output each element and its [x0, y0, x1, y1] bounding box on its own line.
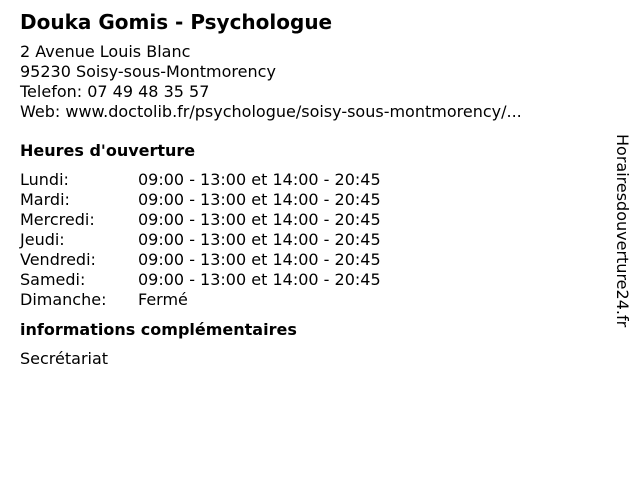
hours-value: 09:00 - 13:00 et 14:00 - 20:45 [138, 170, 381, 189]
hours-row-tuesday [20, 190, 610, 210]
day-label: Mardi: [20, 190, 70, 209]
hours-value: Fermé [138, 290, 188, 309]
day-label: Samedi: [20, 270, 86, 289]
hours-value: 09:00 - 13:00 et 14:00 - 20:45 [138, 190, 381, 209]
opening-hours-heading: Heures d'ouverture [20, 141, 196, 160]
additional-info-heading: informations complémentaires [20, 320, 297, 339]
business-title: Douka Gomis - Psychologue [20, 10, 333, 34]
day-label: Dimanche: [20, 290, 107, 309]
day-label: Mercredi: [20, 210, 95, 229]
hours-row-wednesday [20, 210, 610, 230]
site-watermark: Horairesdouverture24.fr [613, 134, 632, 328]
address-line-1: 2 Avenue Louis Blanc [20, 42, 191, 61]
website-line: Web: www.doctolib.fr/psychologue/soisy-sous-montmorency/... [20, 102, 522, 121]
hours-row-thursday [20, 230, 610, 250]
day-label: Vendredi: [20, 250, 96, 269]
hours-row-monday [20, 170, 610, 190]
additional-info-text: Secrétariat [20, 349, 109, 368]
day-label: Jeudi: [20, 230, 65, 249]
opening-hours-table [20, 170, 610, 310]
hours-value: 09:00 - 13:00 et 14:00 - 20:45 [138, 270, 381, 289]
hours-value: 09:00 - 13:00 et 14:00 - 20:45 [138, 230, 381, 249]
day-label: Lundi: [20, 170, 69, 189]
phone-line: Telefon: 07 49 48 35 57 [20, 82, 210, 101]
address-line-2: 95230 Soisy-sous-Montmorency [20, 62, 276, 81]
business-card [20, 8, 610, 369]
hours-value: 09:00 - 13:00 et 14:00 - 20:45 [138, 250, 381, 269]
hours-row-saturday [20, 270, 610, 290]
hours-row-sunday [20, 290, 610, 310]
hours-value: 09:00 - 13:00 et 14:00 - 20:45 [138, 210, 381, 229]
hours-row-friday [20, 250, 610, 270]
